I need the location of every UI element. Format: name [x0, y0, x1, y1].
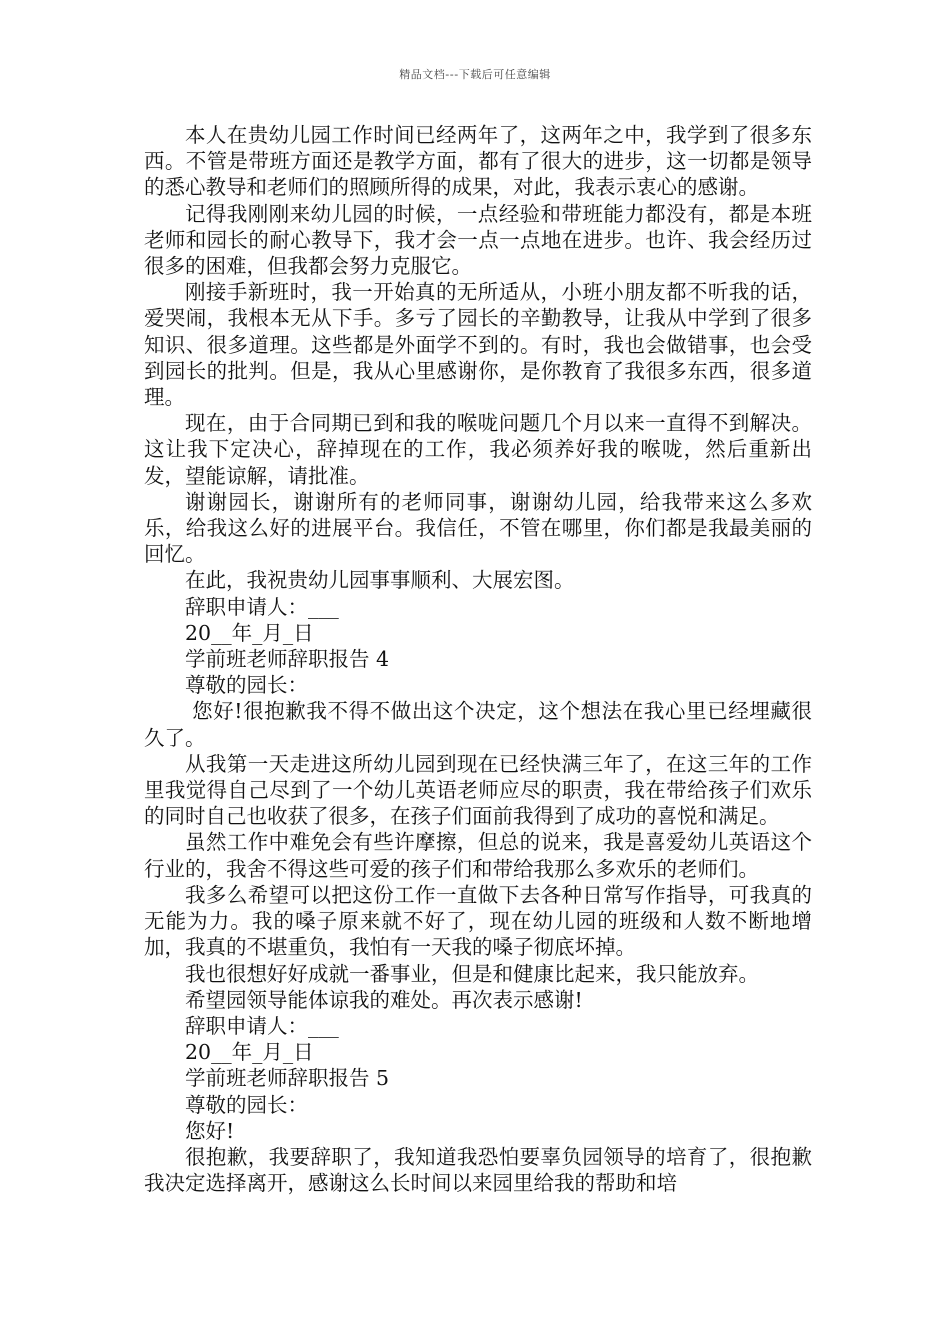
paragraph: 您好!很抱歉我不得不做出这个决定，这个想法在我心里已经埋藏很久了。 [144, 699, 812, 750]
date-line: 20__年_月_日 [185, 1040, 314, 1065]
paragraph: 虽然工作中难免会有些许摩擦，但总的说来，我是喜爱幼儿英语这个行业的，我舍不得这些可爱的孩子们和带给我那么多欢乐的老师们。 [144, 830, 812, 881]
paragraph: 我多么希望可以把这份工作一直做下去各种日常写作指导，可我真的无能为力。我的嗓子原来就不好了，现在幼儿园的班级和人数不断地增加，我真的不堪重负，我怕有一天我的嗓子彻底坏掉。 [144, 882, 812, 960]
paragraph: 希望园领导能体谅我的难处。再次表示感谢! [185, 987, 583, 1012]
date-line: 20__年_月_日 [185, 620, 314, 645]
section-title: 学前班老师辞职报告 4 [185, 647, 390, 672]
document-body [144, 122, 812, 1196]
paragraph: 我也很想好好成就一番事业，但是和健康比起来，我只能放弃。 [185, 961, 759, 986]
paragraph: 刚接手新班时，我一开始真的无所适从，小班小朋友都不听我的话，爱哭闹，我根本无从下手。多亏了园长的辛勤教导，让我从中学到了很多知识、很多道理。这些都是外面学不到的。有时，我也会做错事，也会受到园长的批判。但是，我从心里感谢你，是你教育了我很多东西，很多道理。 [144, 280, 812, 410]
greeting: 您好! [185, 1118, 235, 1143]
paragraph: 在此，我祝贵幼儿园事事顺利、大展宏图。 [185, 568, 575, 593]
paragraph: 记得我刚刚来幼儿园的时候，一点经验和带班能力都没有，都是本班老师和园长的耐心教导下，我才会一点一点地在进步。也许、我会经历过很多的困难，但我都会努力克服它。 [144, 201, 812, 279]
salutation: 尊敬的园长： [185, 1092, 308, 1117]
paragraph: 很抱歉，我要辞职了，我知道我恐怕要辜负园领导的培育了，很抱歉我决定选择离开，感谢这么长时间以来园里给我的帮助和培 [144, 1144, 812, 1196]
paragraph: 谢谢园长，谢谢所有的老师同事，谢谢幼儿园，给我带来这么多欢乐，给我这么好的进展平台。我信任，不管在哪里，你们都是我最美丽的回忆。 [144, 489, 812, 567]
salutation: 尊敬的园长： [185, 673, 308, 698]
page-header: 精品文档---下载后可任意编辑 [399, 68, 551, 81]
paragraph: 现在，由于合同期已到和我的喉咙问题几个月以来一直得不到解决。这让我下定决心，辞掉现在的工作，我必须养好我的喉咙，然后重新出发，望能谅解，请批准。 [144, 411, 812, 488]
signature-line: 辞职申请人：___ [185, 1013, 339, 1038]
paragraph: 本人在贵幼儿园工作时间已经两年了，这两年之中，我学到了很多东西。不管是带班方面还是教学方面，都有了很大的进步，这一切都是领导的悉心教导和老师们的照顾所得的成果，对此，我表示衷心的感谢。 [144, 123, 812, 200]
paragraph: 从我第一天走进这所幼儿园到现在已经快满三年了，在这三年的工作里我觉得自己尽到了一个幼儿英语老师应尽的职责，我在带给孩子们欢乐的同时自己也收获了很多，在孩子们面前我得到了成功的喜悦和满足。 [144, 751, 812, 829]
signature-line: 辞职申请人：___ [185, 594, 339, 619]
section-title: 学前班老师辞职报告 5 [185, 1066, 390, 1091]
